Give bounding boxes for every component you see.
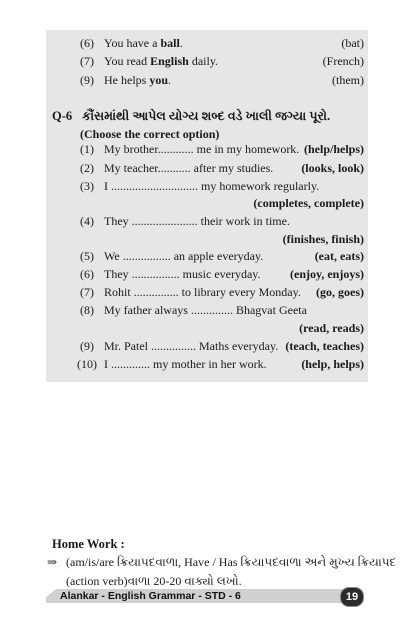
item-options: (looks, look) (301, 161, 364, 175)
item-text: My father always .............. Bhagvat Geeta (104, 303, 307, 317)
item-text: He helps you. (104, 73, 172, 87)
question-label: Q-6 (52, 109, 73, 123)
item-options: (go, goes) (316, 285, 364, 299)
item-number: (10) (77, 357, 97, 371)
item-options: (read, reads) (299, 321, 364, 335)
item-number: (7) (80, 285, 94, 299)
item-options: (finishes, finish) (282, 232, 364, 246)
item-text: You have a ball. (104, 36, 183, 50)
homework-line-1: (am/is/are ક્રિયાપદવાળા, Have / Has ક્રિયાપદવાળા અને મુખ્ય ક્રિયાપદ (66, 555, 397, 569)
homework-title: Home Work : (52, 537, 125, 551)
item-text: Rohit ............... to library every Monday. (104, 285, 301, 299)
item-hint: (bat) (341, 36, 364, 50)
arrow-icon: ⇒ (47, 555, 58, 569)
item-number: (4) (80, 214, 94, 228)
item-options: (help, helps) (301, 357, 364, 371)
item-number: (3) (80, 179, 94, 193)
question-gujarati-text: કૌંસમાંથી આપેલ યોગ્ય શબ્દ વડે ખાલી જગ્યા પૂરો. (82, 109, 331, 123)
item-number: (9) (80, 339, 94, 353)
page-number-badge: 19 (340, 587, 364, 607)
item-text: My brother............ me in my homework. (104, 142, 300, 156)
item-number: (1) (80, 142, 94, 156)
item-options: (help/helps) (303, 142, 364, 156)
item-options: (eat, eats) (314, 249, 364, 263)
item-text: We ................ an apple everyday. (104, 249, 264, 263)
item-options: (enjoy, enjoys) (290, 267, 364, 281)
homework-line-2: (action verb)વાળા 20-20 વાક્યો લખો. (66, 574, 242, 588)
question-instruction: (Choose the correct option) (80, 127, 220, 141)
exercise-panel (46, 30, 368, 382)
page-footer (46, 588, 368, 606)
item-text: You read English daily. (104, 54, 219, 68)
item-number: (2) (80, 161, 94, 175)
item-number: (5) (80, 249, 94, 263)
item-number: (6) (80, 36, 94, 50)
item-text: They ................ music everyday. (104, 267, 261, 281)
item-text: I ............. my mother in her work. (104, 357, 267, 371)
item-text: Mr. Patel ............... Maths everyday. (104, 339, 279, 353)
item-number: (9) (80, 73, 94, 87)
item-number: (8) (80, 303, 94, 317)
footer-title: Alankar - English Grammar - STD - 6 (60, 590, 241, 602)
item-text: They ...................... their work in time. (104, 214, 290, 228)
item-number: (7) (80, 54, 94, 68)
item-hint: (French) (322, 54, 364, 68)
item-text: My teacher........... after my studies. (104, 161, 274, 175)
item-hint: (them) (332, 73, 364, 87)
item-options: (teach, teaches) (285, 339, 364, 353)
item-number: (6) (80, 267, 94, 281)
item-options: (completes, complete) (253, 196, 364, 210)
item-text: I ............................. my homework regularly. (104, 179, 320, 193)
question-heading (52, 108, 331, 124)
